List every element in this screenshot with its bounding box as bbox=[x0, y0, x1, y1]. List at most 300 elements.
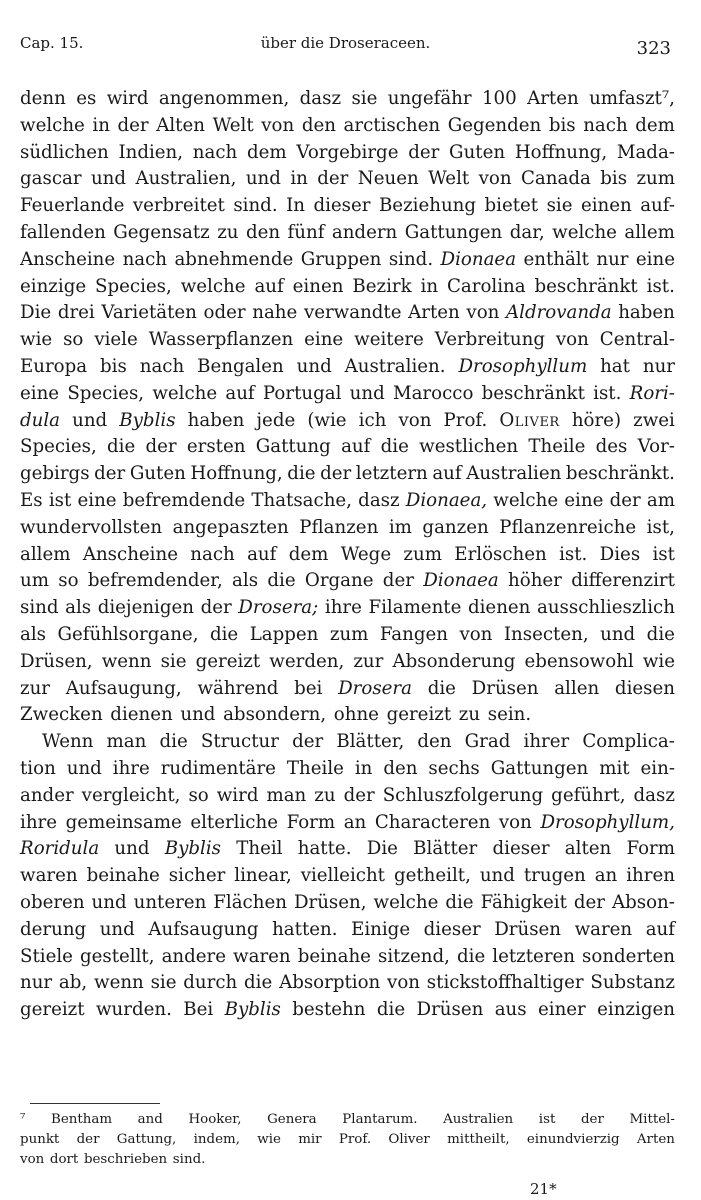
word: ihre bbox=[20, 811, 57, 833]
word: gereizt bbox=[195, 650, 261, 672]
text-line bbox=[20, 568, 675, 595]
word: ich bbox=[358, 409, 387, 431]
word: wundervollsten bbox=[20, 516, 163, 538]
word: gascar bbox=[20, 168, 82, 190]
word: Species, bbox=[67, 382, 145, 404]
text-line bbox=[20, 622, 675, 649]
word: denn bbox=[20, 88, 66, 109]
word: sind. bbox=[233, 195, 278, 217]
word: Substanz bbox=[590, 972, 675, 994]
word: einzigen bbox=[597, 999, 675, 1021]
text-line bbox=[20, 1130, 675, 1150]
word: Characteren bbox=[374, 811, 491, 833]
word: und bbox=[90, 168, 127, 190]
chapter-label: Cap. 15. bbox=[20, 34, 84, 52]
word: Bei bbox=[183, 999, 214, 1021]
word: diesen bbox=[614, 677, 675, 699]
word: Gegenden bbox=[447, 114, 542, 136]
word: die bbox=[107, 436, 136, 458]
word: and bbox=[137, 1112, 163, 1127]
word: Canada bbox=[521, 168, 591, 190]
word: elterliche bbox=[190, 811, 278, 833]
word: Drüsen bbox=[471, 677, 539, 699]
word: und bbox=[479, 865, 515, 887]
word: von bbox=[387, 972, 420, 994]
word: Drosophyllum bbox=[458, 355, 588, 377]
word: Schluszfolgerung bbox=[382, 784, 544, 806]
word: dem bbox=[635, 114, 675, 136]
word: Prof. bbox=[443, 409, 488, 431]
word: Beziehung bbox=[378, 195, 477, 217]
word: im bbox=[388, 516, 412, 538]
word: in bbox=[354, 757, 373, 779]
word: Thatsache, bbox=[251, 489, 352, 511]
word: Dionaea bbox=[440, 248, 517, 270]
word: Theile bbox=[286, 757, 344, 779]
word: jede bbox=[256, 409, 296, 431]
word: die bbox=[159, 731, 188, 753]
text-line bbox=[20, 515, 675, 542]
page-number: 323 bbox=[636, 38, 671, 59]
word: oberen bbox=[20, 891, 85, 913]
word: Theile bbox=[528, 436, 586, 458]
word: zum bbox=[636, 168, 675, 190]
word: in bbox=[420, 275, 439, 297]
text-line bbox=[20, 327, 675, 354]
word: dasz bbox=[633, 784, 675, 806]
text-line bbox=[20, 193, 675, 220]
word: haben bbox=[618, 302, 675, 324]
word: welche bbox=[152, 382, 218, 404]
word: waren bbox=[574, 918, 633, 940]
word: Gruppen bbox=[300, 248, 382, 270]
word: letzteren bbox=[492, 945, 575, 967]
word: alten bbox=[564, 838, 612, 860]
word: den bbox=[383, 757, 418, 779]
word: geführt, bbox=[551, 784, 626, 806]
word: hat bbox=[600, 355, 630, 377]
word: Aufsaugung, bbox=[65, 677, 182, 699]
word: verbreitet bbox=[132, 195, 225, 217]
word: zur bbox=[353, 650, 384, 672]
text-line bbox=[20, 300, 675, 327]
word: nur bbox=[642, 355, 675, 377]
word: Erlöschen bbox=[454, 543, 547, 565]
word: der bbox=[609, 489, 641, 511]
word: dar, bbox=[509, 221, 545, 243]
word: ist. bbox=[593, 382, 622, 404]
word: diejenigen bbox=[97, 597, 194, 619]
word: zur bbox=[20, 677, 50, 699]
word: enthält bbox=[523, 248, 589, 270]
word: einen bbox=[292, 275, 344, 297]
word: wird bbox=[216, 784, 259, 806]
word: der bbox=[320, 463, 352, 485]
word: sonderten bbox=[582, 945, 675, 967]
word: und bbox=[72, 409, 108, 431]
word: dula bbox=[20, 409, 61, 431]
word: man bbox=[106, 731, 147, 753]
word: nach bbox=[139, 355, 185, 377]
word: ist. bbox=[559, 543, 588, 565]
text-line bbox=[20, 381, 675, 408]
word: einer bbox=[537, 999, 586, 1021]
text-line bbox=[20, 434, 675, 461]
text-line bbox=[20, 729, 675, 756]
word: der bbox=[94, 463, 126, 485]
text-line bbox=[20, 220, 675, 247]
word: Form bbox=[626, 838, 675, 860]
word: Alten bbox=[156, 114, 205, 136]
word: vergleicht, bbox=[81, 784, 181, 806]
word: Drüsen bbox=[494, 918, 562, 940]
word: mit bbox=[599, 757, 630, 779]
word: um bbox=[20, 570, 49, 592]
word: Hoffnung, bbox=[190, 463, 283, 485]
word: bei bbox=[294, 677, 323, 699]
word: Die bbox=[20, 302, 52, 324]
word: Gegensatz bbox=[113, 221, 210, 243]
word: zu bbox=[314, 784, 336, 806]
word: Europa bbox=[20, 355, 88, 377]
word: und bbox=[180, 704, 216, 726]
word: ist bbox=[652, 543, 675, 565]
word: befremdender, bbox=[87, 570, 223, 592]
word: zum bbox=[403, 543, 442, 565]
word: Roridula bbox=[20, 838, 100, 860]
word: dem bbox=[288, 543, 329, 565]
word: In bbox=[286, 195, 305, 217]
word: verwandte bbox=[303, 302, 402, 324]
word: und bbox=[91, 891, 127, 913]
word: welche bbox=[20, 114, 85, 136]
word: ungefähr bbox=[387, 88, 472, 109]
word: Drosera bbox=[338, 677, 412, 699]
word: den bbox=[301, 114, 336, 136]
word: Bentham bbox=[50, 1112, 113, 1127]
word: Portugal bbox=[262, 382, 342, 404]
word: als bbox=[65, 597, 92, 619]
text-line bbox=[20, 836, 675, 863]
word: wie bbox=[642, 650, 675, 672]
word: abnehmende bbox=[174, 248, 294, 270]
word: ist bbox=[48, 489, 72, 511]
word: Central- bbox=[599, 329, 675, 351]
word: rudimentäre bbox=[160, 757, 276, 779]
word: Oliver bbox=[388, 1132, 430, 1147]
word: es bbox=[76, 88, 97, 109]
word: waren bbox=[20, 865, 78, 887]
word: zum bbox=[329, 623, 369, 645]
word: Species, bbox=[20, 436, 97, 458]
text-line bbox=[20, 810, 675, 837]
word: die bbox=[267, 570, 296, 592]
text-line bbox=[20, 354, 675, 381]
word: auf- bbox=[640, 195, 675, 217]
word: zu bbox=[458, 704, 481, 726]
word: sie bbox=[351, 88, 378, 109]
word: umfaszt⁷, bbox=[589, 88, 675, 109]
word: Prof. bbox=[338, 1132, 372, 1147]
word: Vorgebirge bbox=[296, 141, 399, 163]
word: befremdende bbox=[122, 489, 246, 511]
word: nach bbox=[192, 141, 238, 163]
word: sind. bbox=[172, 1152, 206, 1167]
word: aus bbox=[494, 999, 527, 1021]
word: und bbox=[296, 355, 332, 377]
word: beinahe bbox=[86, 865, 160, 887]
word: Welt bbox=[212, 114, 254, 136]
text-line bbox=[20, 488, 675, 515]
word: Form bbox=[286, 811, 336, 833]
word: linear, bbox=[234, 865, 292, 887]
text-line bbox=[20, 890, 675, 917]
word: Blätter bbox=[413, 838, 478, 860]
word: Anscheine bbox=[20, 248, 116, 270]
word: so bbox=[63, 329, 84, 351]
word: einzige bbox=[20, 275, 87, 297]
word: Organe bbox=[304, 570, 374, 592]
word: ist. bbox=[646, 275, 675, 297]
text-line bbox=[20, 86, 675, 113]
word: und bbox=[600, 623, 636, 645]
word: Die bbox=[366, 838, 398, 860]
word: Absorption bbox=[279, 972, 381, 994]
word: werden, bbox=[269, 650, 345, 672]
word: an bbox=[594, 865, 618, 887]
word: weitere bbox=[354, 329, 424, 351]
word: Dionaea, bbox=[405, 489, 488, 511]
word: Hoffnung, bbox=[514, 141, 608, 163]
text-line bbox=[20, 542, 675, 569]
word: Stiele bbox=[20, 945, 73, 967]
word: Drosophyllum, bbox=[540, 811, 675, 833]
word: die bbox=[646, 623, 675, 645]
word: differenzirt bbox=[571, 570, 675, 592]
word: Australien bbox=[443, 1112, 514, 1127]
word: höher bbox=[508, 570, 562, 592]
word: unteren bbox=[133, 891, 207, 913]
word: getheilt, bbox=[393, 865, 471, 887]
word: Aufsaugung bbox=[148, 918, 259, 940]
text-line bbox=[20, 247, 675, 274]
word: 100 bbox=[481, 88, 517, 109]
word: den bbox=[417, 731, 452, 753]
word: dem bbox=[247, 141, 287, 163]
word: südlichen bbox=[20, 141, 109, 163]
word: Fähigkeit bbox=[480, 891, 567, 913]
word: die bbox=[287, 463, 316, 485]
word: beschränkt bbox=[534, 275, 638, 297]
word: von bbox=[20, 1152, 45, 1167]
text-line bbox=[20, 783, 675, 810]
word: der bbox=[343, 784, 375, 806]
word: gereizt bbox=[386, 704, 452, 726]
text-line bbox=[20, 863, 675, 890]
word: Feuerlande bbox=[20, 195, 125, 217]
word: viele bbox=[94, 329, 138, 351]
word: sie bbox=[160, 650, 187, 672]
word: durch bbox=[183, 972, 238, 994]
word: eine bbox=[304, 329, 344, 351]
word: indem, bbox=[193, 1132, 240, 1147]
word: dienen bbox=[110, 704, 173, 726]
word: nur bbox=[596, 248, 629, 270]
word: Drüsen, bbox=[20, 650, 93, 672]
word: als bbox=[20, 623, 46, 645]
word: auf bbox=[225, 382, 255, 404]
footnote bbox=[20, 1110, 675, 1170]
word: derung bbox=[20, 918, 87, 940]
word: gebirgs bbox=[20, 463, 90, 485]
word: Marocco bbox=[392, 382, 474, 404]
word: wie bbox=[20, 329, 53, 351]
word: dieser bbox=[313, 195, 371, 217]
word: Fangen bbox=[379, 623, 448, 645]
word: Flächen bbox=[213, 891, 287, 913]
word: angepaszten bbox=[172, 516, 289, 538]
word: welche bbox=[373, 891, 439, 913]
word: absondern, bbox=[223, 704, 327, 726]
word: sie bbox=[546, 195, 573, 217]
word: dienen bbox=[467, 597, 531, 619]
word: Welt bbox=[428, 168, 470, 190]
word: Pflanzen bbox=[299, 516, 379, 538]
word: welche bbox=[552, 221, 617, 243]
word: in bbox=[92, 114, 110, 136]
word: wurden. bbox=[95, 999, 172, 1021]
word: auf bbox=[254, 275, 284, 297]
text-line bbox=[20, 676, 675, 703]
word: der bbox=[117, 114, 149, 136]
word: Gattungen bbox=[490, 757, 589, 779]
word: dasz bbox=[358, 489, 400, 511]
word: ander bbox=[20, 784, 74, 806]
word: hatte. bbox=[297, 838, 352, 860]
word: Australien. bbox=[344, 355, 446, 377]
word: nach bbox=[190, 543, 235, 565]
word: nur bbox=[20, 972, 53, 994]
word: Guten bbox=[129, 463, 186, 485]
word: von bbox=[261, 114, 295, 136]
word: Gattung, bbox=[116, 1132, 177, 1147]
word: andere bbox=[161, 945, 226, 967]
word: andern bbox=[331, 221, 398, 243]
word: sechs bbox=[428, 757, 480, 779]
word: auf bbox=[432, 463, 462, 485]
word: ihrer bbox=[523, 731, 570, 753]
word: Es bbox=[20, 489, 43, 511]
word: von bbox=[555, 329, 589, 351]
word: Grad bbox=[464, 731, 511, 753]
word: wie bbox=[257, 1132, 281, 1147]
word: welche bbox=[493, 489, 559, 511]
word: ab, bbox=[58, 972, 88, 994]
word: der bbox=[382, 570, 414, 592]
word: Wenn bbox=[42, 731, 94, 753]
word: wenn bbox=[94, 972, 144, 994]
word: (wie bbox=[307, 409, 347, 431]
word: an bbox=[343, 811, 367, 833]
word: beschränkt bbox=[481, 382, 585, 404]
word: der bbox=[408, 141, 440, 163]
word: der bbox=[145, 436, 177, 458]
word: die bbox=[209, 623, 239, 645]
word: Gefühlsorgane, bbox=[57, 623, 199, 645]
text-line bbox=[20, 702, 675, 729]
word: ein- bbox=[640, 757, 675, 779]
word: auf bbox=[645, 918, 675, 940]
text-line bbox=[20, 166, 675, 193]
word: die bbox=[376, 999, 406, 1021]
word: beinahe bbox=[297, 945, 371, 967]
word: Bengalen bbox=[197, 355, 284, 377]
word: Neuen bbox=[357, 168, 419, 190]
word: Species, bbox=[95, 275, 172, 297]
word: die bbox=[427, 677, 456, 699]
word: eine bbox=[635, 248, 675, 270]
word: punkt bbox=[20, 1132, 60, 1147]
word: eine bbox=[20, 382, 60, 404]
word: einundvierzig bbox=[526, 1132, 620, 1147]
word: ihren bbox=[626, 865, 675, 887]
word: hatten. bbox=[272, 918, 338, 940]
word: zu bbox=[217, 221, 239, 243]
word: als bbox=[232, 570, 259, 592]
word: wird bbox=[106, 88, 149, 109]
word: Oliver bbox=[499, 409, 560, 431]
word: Theil bbox=[236, 838, 283, 860]
word: wenn bbox=[101, 650, 152, 672]
word: bis bbox=[600, 168, 628, 190]
word: Mittel- bbox=[629, 1112, 675, 1127]
word: Wasserpflanzen bbox=[148, 329, 294, 351]
word: Byblis bbox=[119, 409, 176, 431]
word: dasz bbox=[299, 88, 342, 109]
word: sein. bbox=[487, 704, 532, 726]
word: Insecten, bbox=[503, 623, 589, 645]
word: die bbox=[445, 891, 474, 913]
word: sicher bbox=[168, 865, 226, 887]
text-line bbox=[20, 595, 675, 622]
word: ist, bbox=[646, 516, 675, 538]
word: arctischen bbox=[343, 114, 441, 136]
word: der bbox=[317, 168, 349, 190]
word: sie bbox=[150, 972, 177, 994]
word: der bbox=[200, 597, 232, 619]
word: sitzend, bbox=[378, 945, 450, 967]
word: vielleicht bbox=[300, 865, 385, 887]
word: Bezirk bbox=[352, 275, 412, 297]
word: Anscheine bbox=[82, 543, 178, 565]
word: am bbox=[646, 489, 675, 511]
word: bis bbox=[548, 114, 576, 136]
word: der bbox=[580, 1112, 604, 1127]
word: so bbox=[188, 784, 209, 806]
word: westlichen bbox=[419, 436, 519, 458]
word: beschrieben bbox=[83, 1152, 168, 1167]
running-header bbox=[20, 34, 671, 64]
text-line bbox=[20, 917, 675, 944]
word: gereizt bbox=[20, 999, 85, 1021]
word: Absonderung bbox=[392, 650, 516, 672]
word: die bbox=[244, 972, 273, 994]
word: Structur bbox=[200, 731, 279, 753]
word: ausschlieszlich bbox=[536, 597, 675, 619]
word: Australien bbox=[466, 463, 562, 485]
word: Einige bbox=[351, 918, 411, 940]
word: Aldrovanda bbox=[506, 302, 612, 324]
